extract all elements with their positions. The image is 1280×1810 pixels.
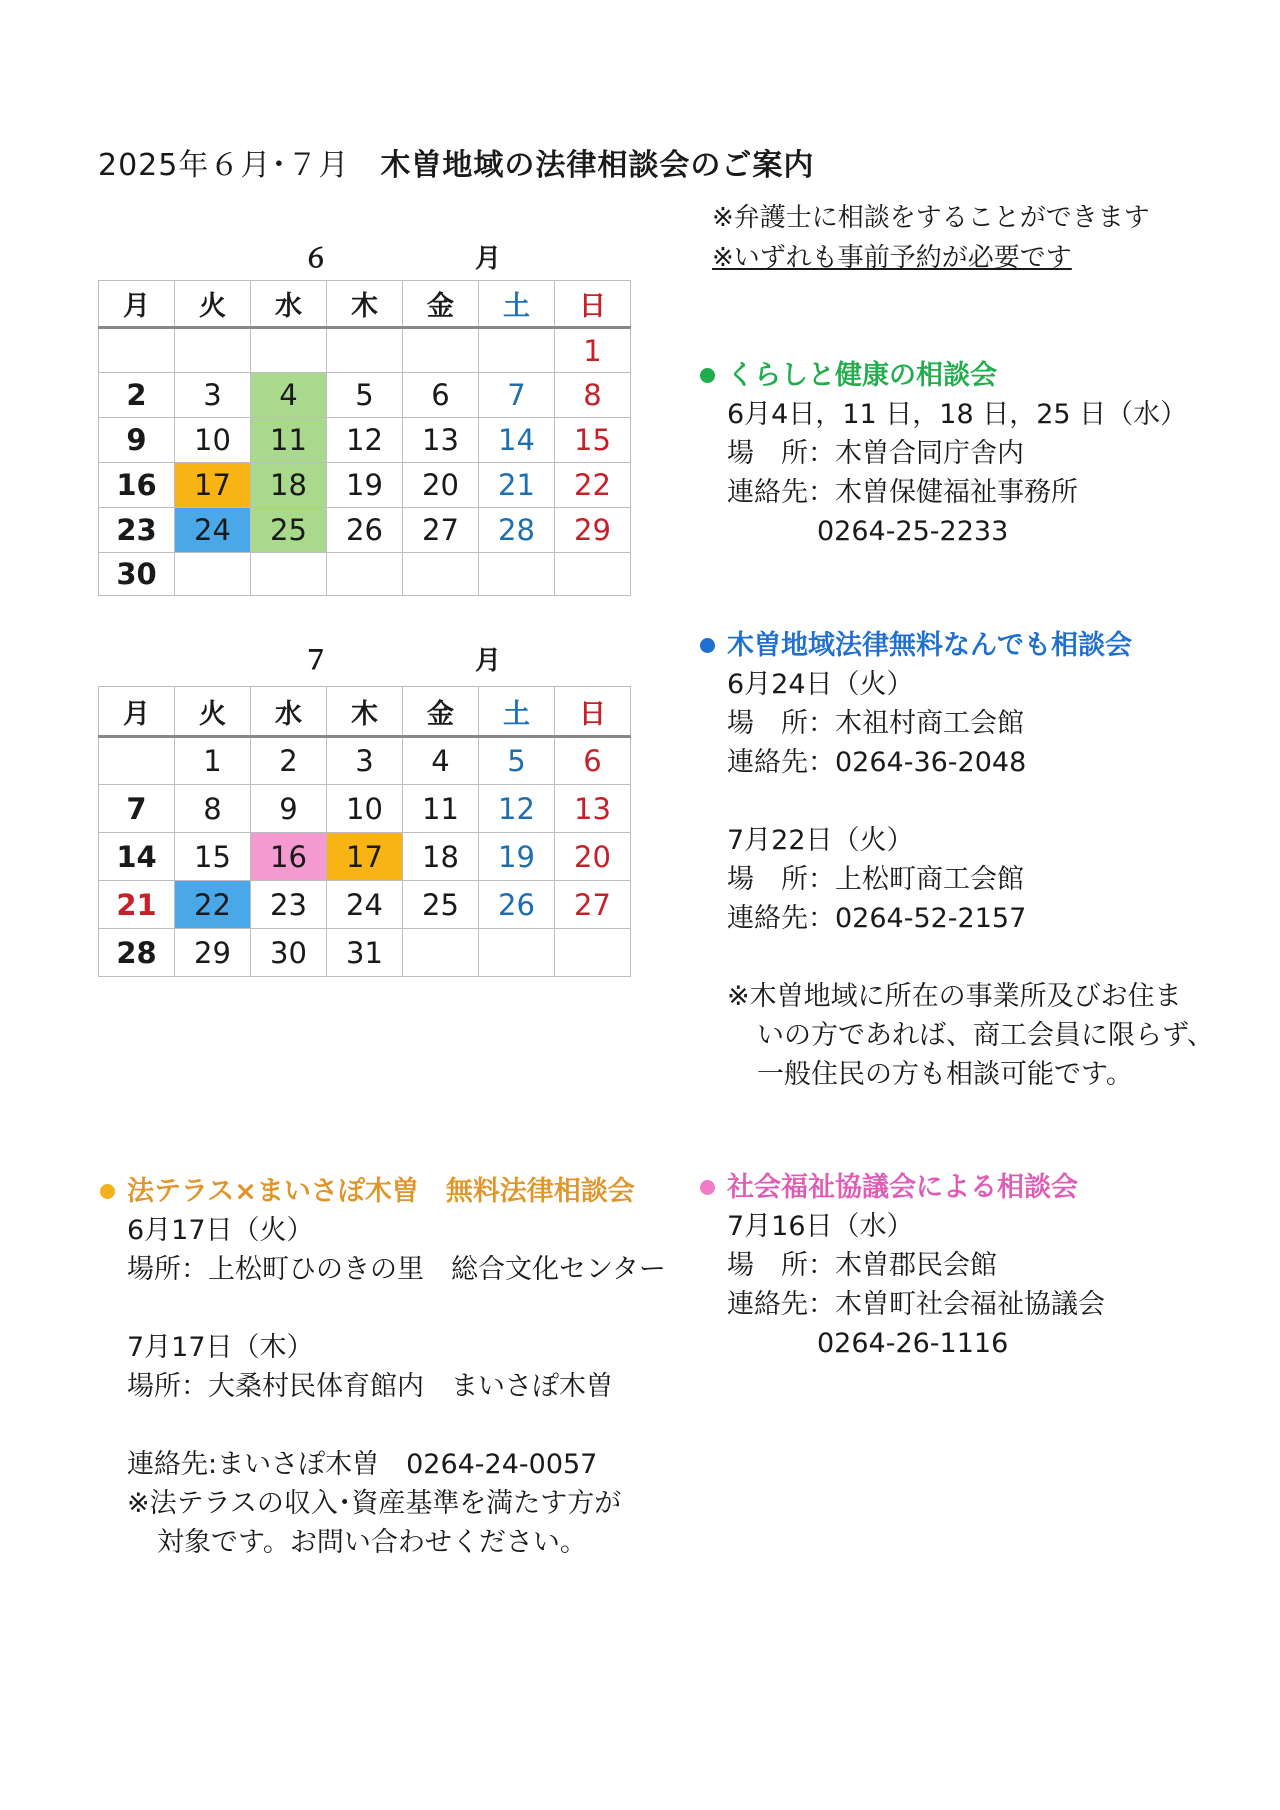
muryo-note2: いの方であれば、商工会員に限らず、 (757, 1020, 1214, 1051)
kurashi-heading (727, 356, 1187, 395)
houterasu-heading (127, 1172, 666, 1211)
july-day: 10 (327, 785, 403, 833)
muryo-place2: 場 所：上松町商工会館 (727, 864, 1024, 895)
june-day-kurashi: 4 (251, 373, 327, 418)
july-day: 1 (175, 737, 251, 785)
june-day: 2 (99, 373, 175, 418)
june-day: 23 (99, 508, 175, 553)
note-lawyer: ※弁護士に相談をすることができます (712, 203, 1150, 233)
june-day: 21 (479, 463, 555, 508)
houterasu-place2: 場所：大桑村民体育館内 まいさぽ木曽 (127, 1371, 613, 1402)
july-day: 4 (403, 737, 479, 785)
june-day-kurashi: 11 (251, 418, 327, 463)
july-label: ７ 月 (303, 646, 562, 676)
june-day (175, 553, 251, 596)
june-day: 13 (403, 418, 479, 463)
title-prefix: 2025年６月･７月 (98, 148, 350, 183)
june-day: 12 (327, 418, 403, 463)
section-kurashi (727, 356, 1187, 551)
shakyo-contact: 連絡先：木曽町社会福祉協議会 (727, 1289, 1105, 1320)
shakyo-phone: 0264-26-1116 (817, 1328, 1009, 1359)
muryo-contact2: 連絡先：0264-52-2157 (727, 903, 1027, 934)
muryo-place1: 場 所：木祖村商工会館 (727, 708, 1024, 739)
muryo-note1: ※木曽地域に所在の事業所及びお住ま (727, 981, 1182, 1012)
june-day: 28 (479, 508, 555, 553)
july-day: 2 (251, 737, 327, 785)
july-day (99, 737, 175, 785)
june-day: 6 (403, 373, 479, 418)
section-houterasu (127, 1172, 666, 1562)
note-reservation: ※いずれも事前予約が必要です (712, 243, 1072, 273)
june-day: 5 (327, 373, 403, 418)
houterasu-date1: 6月17日（火） (127, 1215, 314, 1246)
shakyo-date: 7月16日（水） (727, 1211, 914, 1242)
blue-dot-icon (700, 638, 715, 653)
weekday-mon: 月 (99, 687, 175, 737)
july-day: 28 (99, 929, 175, 977)
june-day-kurashi: 18 (251, 463, 327, 508)
june-day: 14 (479, 418, 555, 463)
june-calendar (98, 280, 631, 596)
july-day: 12 (479, 785, 555, 833)
weekday-fri: 金 (403, 281, 479, 328)
june-day (251, 553, 327, 596)
june-label: ６ 月 (303, 244, 562, 274)
july-day: 15 (175, 833, 251, 881)
july-day: 26 (479, 881, 555, 929)
july-day-shakyo: 16 (251, 833, 327, 881)
muryo-date2: 7月22日（火） (727, 825, 914, 856)
weekday-tue: 火 (175, 687, 251, 737)
weekday-wed: 水 (251, 281, 327, 328)
weekday-wed: 水 (251, 687, 327, 737)
kurashi-title: くらしと健康の相談会 (727, 360, 997, 391)
june-day: 8 (555, 373, 631, 418)
muryo-title: 木曽地域法律無料なんでも相談会 (727, 630, 1132, 661)
july-day (403, 929, 479, 977)
weekday-sat: 土 (479, 281, 555, 328)
july-day: 24 (327, 881, 403, 929)
july-day: 6 (555, 737, 631, 785)
june-day-houterasu: 17 (175, 463, 251, 508)
july-day: 14 (99, 833, 175, 881)
june-day-muryo: 24 (175, 508, 251, 553)
june-day: 10 (175, 418, 251, 463)
houterasu-contact: 連絡先:まいさぽ木曽 0264-24-0057 (127, 1449, 598, 1480)
june-day: 29 (555, 508, 631, 553)
june-day: 1 (555, 328, 631, 373)
weekday-fri: 金 (403, 687, 479, 737)
muryo-contact1: 連絡先：0264-36-2048 (727, 747, 1027, 778)
july-day: 29 (175, 929, 251, 977)
july-day (479, 929, 555, 977)
july-day: 30 (251, 929, 327, 977)
july-day: 5 (479, 737, 555, 785)
july-day: 9 (251, 785, 327, 833)
june-day (327, 553, 403, 596)
june-day (251, 328, 327, 373)
kurashi-contact: 連絡先：木曽保健福祉事務所 (727, 477, 1078, 508)
orange-dot-icon (100, 1184, 115, 1199)
green-dot-icon (700, 368, 715, 383)
july-day: 25 (403, 881, 479, 929)
houterasu-note1: ※法テラスの収入･資産基準を満たす方が (127, 1488, 622, 1519)
june-day (175, 328, 251, 373)
weekday-tue: 火 (175, 281, 251, 328)
july-day: 23 (251, 881, 327, 929)
july-day: 11 (403, 785, 479, 833)
weekday-sun: 日 (555, 687, 631, 737)
houterasu-place1: 場所：上松町ひのきの里 総合文化センター (127, 1254, 666, 1285)
shakyo-title: 社会福祉協議会による相談会 (727, 1172, 1078, 1203)
june-day (327, 328, 403, 373)
weekday-sun: 日 (555, 281, 631, 328)
july-day: 27 (555, 881, 631, 929)
section-muryo (727, 626, 1214, 1094)
june-day (99, 328, 175, 373)
july-day: 13 (555, 785, 631, 833)
july-day: 8 (175, 785, 251, 833)
section-shakyo (727, 1168, 1105, 1363)
weekday-thu: 木 (327, 281, 403, 328)
july-day: 19 (479, 833, 555, 881)
june-day: 22 (555, 463, 631, 508)
july-day (555, 929, 631, 977)
july-day: 20 (555, 833, 631, 881)
title-main: 木曽地域の法律相談会のご案内 (380, 148, 815, 183)
page-title (98, 140, 814, 184)
june-day: 15 (555, 418, 631, 463)
july-day-houterasu: 17 (327, 833, 403, 881)
june-day: 7 (479, 373, 555, 418)
houterasu-title: 法テラス×まいさぽ木曽 無料法律相談会 (127, 1176, 635, 1207)
june-day: 26 (327, 508, 403, 553)
july-calendar (98, 686, 631, 977)
muryo-date1: 6月24日（火） (727, 669, 914, 700)
june-day: 20 (403, 463, 479, 508)
weekday-thu: 木 (327, 687, 403, 737)
june-day: 9 (99, 418, 175, 463)
july-day: 3 (327, 737, 403, 785)
muryo-heading (727, 626, 1214, 665)
july-day-holiday: 21 (99, 881, 175, 929)
july-day-muryo: 22 (175, 881, 251, 929)
june-day: 3 (175, 373, 251, 418)
june-day: 16 (99, 463, 175, 508)
june-day (555, 553, 631, 596)
kurashi-place: 場 所：木曽合同庁舎内 (727, 438, 1024, 469)
houterasu-date2: 7月17日（木） (127, 1332, 314, 1363)
june-day (479, 328, 555, 373)
weekday-mon: 月 (99, 281, 175, 328)
houterasu-note2: 対象です。お問い合わせください。 (157, 1527, 587, 1558)
july-day: 7 (99, 785, 175, 833)
june-day-kurashi: 25 (251, 508, 327, 553)
june-day (403, 328, 479, 373)
pink-dot-icon (700, 1180, 715, 1195)
july-day: 31 (327, 929, 403, 977)
shakyo-place: 場 所：木曽郡民会館 (727, 1250, 997, 1281)
kurashi-phone: 0264-25-2233 (817, 516, 1009, 547)
june-day (403, 553, 479, 596)
june-day: 27 (403, 508, 479, 553)
kurashi-dates: 6月4日，11 日，18 日，25 日（水） (727, 399, 1188, 430)
june-day (479, 553, 555, 596)
june-day: 19 (327, 463, 403, 508)
muryo-note3: 一般住民の方も相談可能です。 (757, 1059, 1133, 1090)
weekday-sat: 土 (479, 687, 555, 737)
shakyo-heading (727, 1168, 1105, 1207)
july-day: 18 (403, 833, 479, 881)
june-day: 30 (99, 553, 175, 596)
